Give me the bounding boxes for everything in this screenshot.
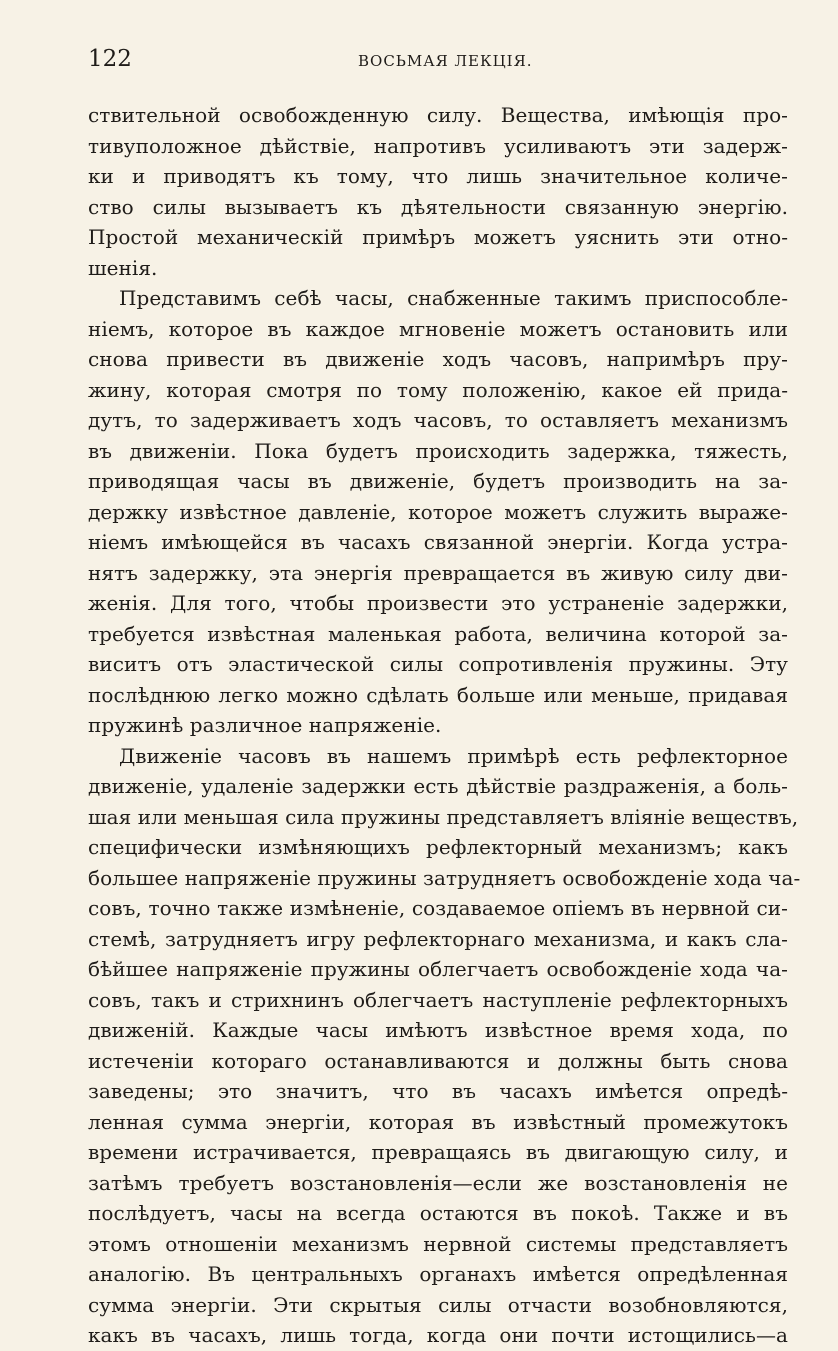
text-line: виситъ отъ эластической силы сопротивленія пружины. Эту: [88, 652, 788, 676]
text-line: совъ, точно также измѣненіе, создаваемое опіемъ въ нервной си-: [88, 896, 788, 920]
text-line: Представимъ себѣ часы, снабженные такимъ приспособле-: [119, 286, 788, 310]
text-line: ніемъ, которое въ каждое мгновеніе можетъ остановить или: [88, 316, 788, 341]
text-line: заведены; это значитъ, что въ часахъ имѣется опредѣ-: [88, 1079, 788, 1103]
text-line: ніемъ имѣющейся въ часахъ связанной энергіи. Когда устра-: [88, 530, 788, 554]
text-line: женія. Для того, чтобы произвести это устраненіе задержки,: [88, 591, 788, 615]
text-line: специфически измѣняющихъ рефлекторный механизмъ; какъ: [88, 835, 788, 859]
text-line: истеченіи котораго останавливаются и должны быть снова: [88, 1048, 788, 1073]
text-line: ки и приводятъ къ тому, что лишь значительное количе-: [88, 164, 788, 188]
text-line: ствительной освобожденную силу. Вещества, имѣющія про-: [88, 103, 788, 127]
running-title: ВОСЬМАЯ ЛЕКЦІЯ.: [358, 52, 533, 70]
text-line: бѣйшее напряженіе пружины облегчаетъ освобожденіе хода ча-: [88, 957, 788, 981]
body-text: [88, 100, 801, 1351]
text-line: держку извѣстное давленіе, которое можетъ служить выраже-: [88, 499, 788, 524]
text-line: времени истрачивается, превращаясь въ двигающую силу, и: [88, 1140, 788, 1164]
text-line: жину, которая смотря по тому положенію, какое ей прида-: [88, 377, 788, 402]
text-line: послѣднюю легко можно сдѣлать больше или меньше, придавая: [88, 682, 788, 707]
text-line: нятъ задержку, эта энергія превращается въ живую силу дви-: [88, 560, 788, 585]
text-line: стемѣ, затрудняетъ игру рефлекторнаго механизма, и какъ сла-: [88, 926, 788, 951]
text-line: этомъ отношеніи механизмъ нервной системы представляетъ: [88, 1231, 788, 1256]
text-line: затѣмъ требуетъ возстановленія—если же возстановленія не: [88, 1170, 788, 1195]
text-line: Движеніе часовъ въ нашемъ примѣрѣ есть рефлекторное: [119, 743, 788, 768]
text-line: пружинѣ различное напряженіе.: [88, 713, 442, 737]
text-line: ленная сумма энергіи, которая въ извѣстный промежутокъ: [88, 1109, 788, 1134]
text-line: движеніе, удаленіе задержки есть дѣйствіе раздраженія, а боль-: [88, 774, 788, 798]
text-line: ство силы вызываетъ къ дѣятельности связанную энергію.: [88, 194, 788, 219]
text-line: шая или меньшая сила пружины представляетъ вліяніе веществъ,: [88, 804, 799, 829]
text-line: сумма энергіи. Эти скрытыя силы отчасти возобновляются,: [88, 1292, 788, 1317]
text-line: Простой механическій примѣръ можетъ уяснить эти отно-: [88, 225, 788, 249]
text-line: тивуположное дѣйствіе, напротивъ усиливаютъ эти задерж-: [88, 133, 788, 158]
text-line: послѣдуетъ, часы на всегда остаются въ покоѣ. Также и въ: [88, 1201, 788, 1225]
text-line: снова привести въ движеніе ходъ часовъ, напримѣръ пру-: [88, 347, 788, 371]
text-line: дутъ, то задерживаетъ ходъ часовъ, то оставляетъ механизмъ: [88, 408, 788, 432]
text-line: движеній. Каждые часы имѣютъ извѣстное время хода, по: [88, 1018, 788, 1042]
text-line: аналогію. Въ центральныхъ органахъ имѣется опредѣленная: [88, 1262, 788, 1286]
text-line: въ движеніи. Пока будетъ происходить задержка, тяжесть,: [88, 438, 788, 463]
running-head: [88, 44, 788, 74]
text-line: требуется извѣстная маленькая работа, величина которой за-: [88, 621, 788, 646]
text-line: приводящая часы въ движеніе, будетъ производить на за-: [88, 469, 788, 493]
text-line: совъ, такъ и стрихнинъ облегчаетъ наступленіе рефлекторныхъ: [88, 987, 788, 1012]
text-line: большее напряженіе пружины затрудняетъ освобожденіе хода ча-: [88, 865, 801, 890]
text-line: шенія.: [88, 255, 158, 280]
text-line: какъ въ часахъ, лишь тогда, когда они почти истощились—а: [88, 1323, 788, 1347]
page-number: 122: [88, 46, 132, 72]
